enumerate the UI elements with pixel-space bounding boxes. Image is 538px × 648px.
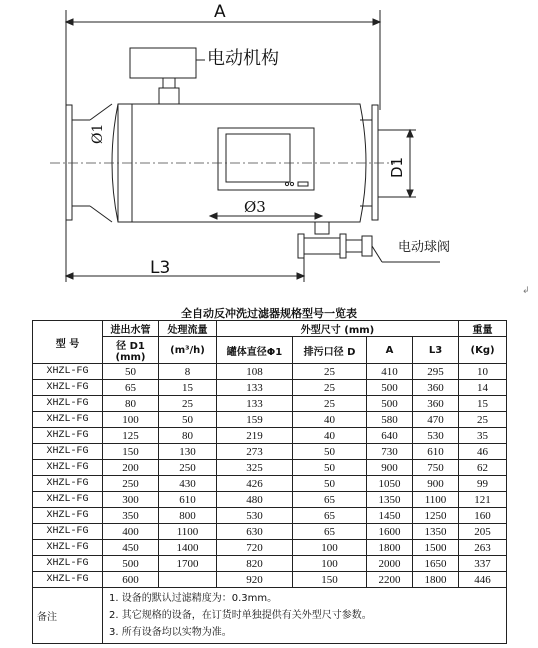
cell-drain: 25	[293, 364, 367, 380]
cell-tank: 480	[217, 492, 293, 508]
cell-model: XHZL-FG	[33, 476, 103, 492]
note-label: 备注	[33, 588, 103, 644]
cell-tank: 133	[217, 396, 293, 412]
header-drain: 排污口径 D	[293, 337, 367, 364]
cell-flow: 610	[159, 492, 217, 508]
cell-drain: 150	[293, 572, 367, 588]
cell-a: 1800	[367, 540, 413, 556]
cell-drain: 65	[293, 524, 367, 540]
cell-w: 62	[459, 460, 507, 476]
cell-l3: 360	[413, 396, 459, 412]
cell-a: 640	[367, 428, 413, 444]
header-model: 型 号	[33, 321, 103, 364]
cell-model: XHZL-FG	[33, 508, 103, 524]
cell-model: XHZL-FG	[33, 396, 103, 412]
cell-a: 410	[367, 364, 413, 380]
cell-d1: 200	[103, 460, 159, 476]
cell-drain: 25	[293, 396, 367, 412]
cell-drain: 40	[293, 428, 367, 444]
cell-model: XHZL-FG	[33, 492, 103, 508]
cell-a: 730	[367, 444, 413, 460]
cell-model: XHZL-FG	[33, 524, 103, 540]
cell-tank: 108	[217, 364, 293, 380]
header-flow-unit: (m³/h)	[159, 337, 217, 364]
cell-model: XHZL-FG	[33, 412, 103, 428]
cell-flow: 800	[159, 508, 217, 524]
cell-d1: 250	[103, 476, 159, 492]
cell-d1: 150	[103, 444, 159, 460]
cell-model: XHZL-FG	[33, 540, 103, 556]
cell-a: 2000	[367, 556, 413, 572]
cell-d1: 100	[103, 412, 159, 428]
table-row	[33, 572, 507, 588]
cell-drain: 40	[293, 412, 367, 428]
cell-tank: 159	[217, 412, 293, 428]
note-1: 1. 设备的默认过滤精度为：0.3mm。	[109, 593, 278, 604]
cell-l3: 530	[413, 428, 459, 444]
cell-d1: 80	[103, 396, 159, 412]
cell-tank: 325	[217, 460, 293, 476]
cell-l3: 1250	[413, 508, 459, 524]
header-pipe-unit: 径 D1 (mm)	[103, 337, 159, 364]
cell-l3: 750	[413, 460, 459, 476]
cell-w: 14	[459, 380, 507, 396]
cell-drain: 25	[293, 380, 367, 396]
cell-drain: 65	[293, 492, 367, 508]
cell-w: 121	[459, 492, 507, 508]
cell-model: XHZL-FG	[33, 460, 103, 476]
cell-w: 46	[459, 444, 507, 460]
cell-flow: 50	[159, 412, 217, 428]
header-flow: 处理流量	[159, 321, 217, 337]
table-row	[33, 476, 507, 492]
cell-w: 160	[459, 508, 507, 524]
notes-cell	[103, 588, 507, 644]
cell-l3: 470	[413, 412, 459, 428]
cell-w: 10	[459, 364, 507, 380]
cell-tank: 630	[217, 524, 293, 540]
cell-tank: 920	[217, 572, 293, 588]
cell-flow: 15	[159, 380, 217, 396]
cell-w: 35	[459, 428, 507, 444]
table-row	[33, 364, 507, 380]
cell-model: XHZL-FG	[33, 380, 103, 396]
cell-tank: 530	[217, 508, 293, 524]
cell-model: XHZL-FG	[33, 556, 103, 572]
cell-d1: 400	[103, 524, 159, 540]
table-row	[33, 460, 507, 476]
cell-flow: 25	[159, 396, 217, 412]
cell-a: 1050	[367, 476, 413, 492]
table-row	[33, 428, 507, 444]
header-dims: 外型尺寸 (mm)	[217, 321, 459, 337]
table-row	[33, 508, 507, 524]
cell-model: XHZL-FG	[33, 572, 103, 588]
cell-d1: 600	[103, 572, 159, 588]
table-row	[33, 412, 507, 428]
cell-l3: 295	[413, 364, 459, 380]
table-row	[33, 444, 507, 460]
cell-tank: 720	[217, 540, 293, 556]
header-a: A	[367, 337, 413, 364]
cell-a: 1350	[367, 492, 413, 508]
table-row	[33, 380, 507, 396]
cell-tank: 219	[217, 428, 293, 444]
cell-w: 337	[459, 556, 507, 572]
header-tank: 罐体直径Φ1	[217, 337, 293, 364]
cell-w: 205	[459, 524, 507, 540]
cell-l3: 1500	[413, 540, 459, 556]
cell-d1: 500	[103, 556, 159, 572]
table-row	[33, 396, 507, 412]
cell-tank: 426	[217, 476, 293, 492]
dim-a-label: A	[214, 2, 226, 22]
table-row	[33, 540, 507, 556]
table-row	[33, 524, 507, 540]
motor-label: 电动机构	[207, 48, 279, 69]
header-weight-unit: (Kg)	[459, 337, 507, 364]
note-3: 3. 所有设备均以实物为准。	[109, 627, 232, 638]
cell-drain: 65	[293, 508, 367, 524]
cell-l3: 1350	[413, 524, 459, 540]
cell-l3: 1100	[413, 492, 459, 508]
cell-model: XHZL-FG	[33, 444, 103, 460]
cell-l3: 1650	[413, 556, 459, 572]
cell-a: 580	[367, 412, 413, 428]
cell-flow: 8	[159, 364, 217, 380]
cell-tank: 133	[217, 380, 293, 396]
cell-flow: 80	[159, 428, 217, 444]
dim-l3-label: L3	[150, 258, 171, 278]
cell-drain: 100	[293, 540, 367, 556]
paragraph-mark: ↲	[522, 286, 530, 296]
cell-a: 1450	[367, 508, 413, 524]
cell-a: 1600	[367, 524, 413, 540]
cell-flow	[159, 572, 217, 588]
cell-w: 99	[459, 476, 507, 492]
cell-a: 2200	[367, 572, 413, 588]
cell-d1: 50	[103, 364, 159, 380]
cell-flow: 130	[159, 444, 217, 460]
cell-d1: 450	[103, 540, 159, 556]
cell-tank: 820	[217, 556, 293, 572]
cell-l3: 1800	[413, 572, 459, 588]
cell-flow: 430	[159, 476, 217, 492]
dim-d1-label: D1	[388, 156, 406, 178]
cell-d1: 300	[103, 492, 159, 508]
table-row	[33, 556, 507, 572]
dim-phi3-label: Ø3	[244, 198, 266, 216]
cell-flow: 1400	[159, 540, 217, 556]
table-row	[33, 492, 507, 508]
cell-l3: 900	[413, 476, 459, 492]
cell-drain: 100	[293, 556, 367, 572]
cell-flow: 1700	[159, 556, 217, 572]
cell-w: 15	[459, 396, 507, 412]
cell-a: 500	[367, 396, 413, 412]
valve-label: 电动球阀	[398, 240, 451, 255]
cell-d1: 65	[103, 380, 159, 396]
cell-model: XHZL-FG	[33, 364, 103, 380]
cell-w: 263	[459, 540, 507, 556]
spec-table	[32, 320, 507, 644]
filter-drawing	[0, 0, 538, 300]
cell-a: 900	[367, 460, 413, 476]
header-l3: L3	[413, 337, 459, 364]
note-2: 2. 其它规格的设备，在订货时单独提供有关外型尺寸参数。	[109, 610, 372, 621]
cell-l3: 610	[413, 444, 459, 460]
header-pipe: 进出水管	[103, 321, 159, 337]
cell-model: XHZL-FG	[33, 428, 103, 444]
cell-w: 25	[459, 412, 507, 428]
table-caption: 全自动反冲洗过滤器规格型号一览表	[181, 307, 357, 320]
cell-d1: 350	[103, 508, 159, 524]
header-weight: 重量	[459, 321, 507, 337]
cell-tank: 273	[217, 444, 293, 460]
cell-drain: 50	[293, 444, 367, 460]
cell-flow: 250	[159, 460, 217, 476]
cell-flow: 1100	[159, 524, 217, 540]
cell-a: 500	[367, 380, 413, 396]
cell-d1: 125	[103, 428, 159, 444]
dim-phi1-label: Ø1	[90, 123, 106, 144]
cell-drain: 50	[293, 476, 367, 492]
cell-l3: 360	[413, 380, 459, 396]
cell-drain: 50	[293, 460, 367, 476]
cell-w: 446	[459, 572, 507, 588]
